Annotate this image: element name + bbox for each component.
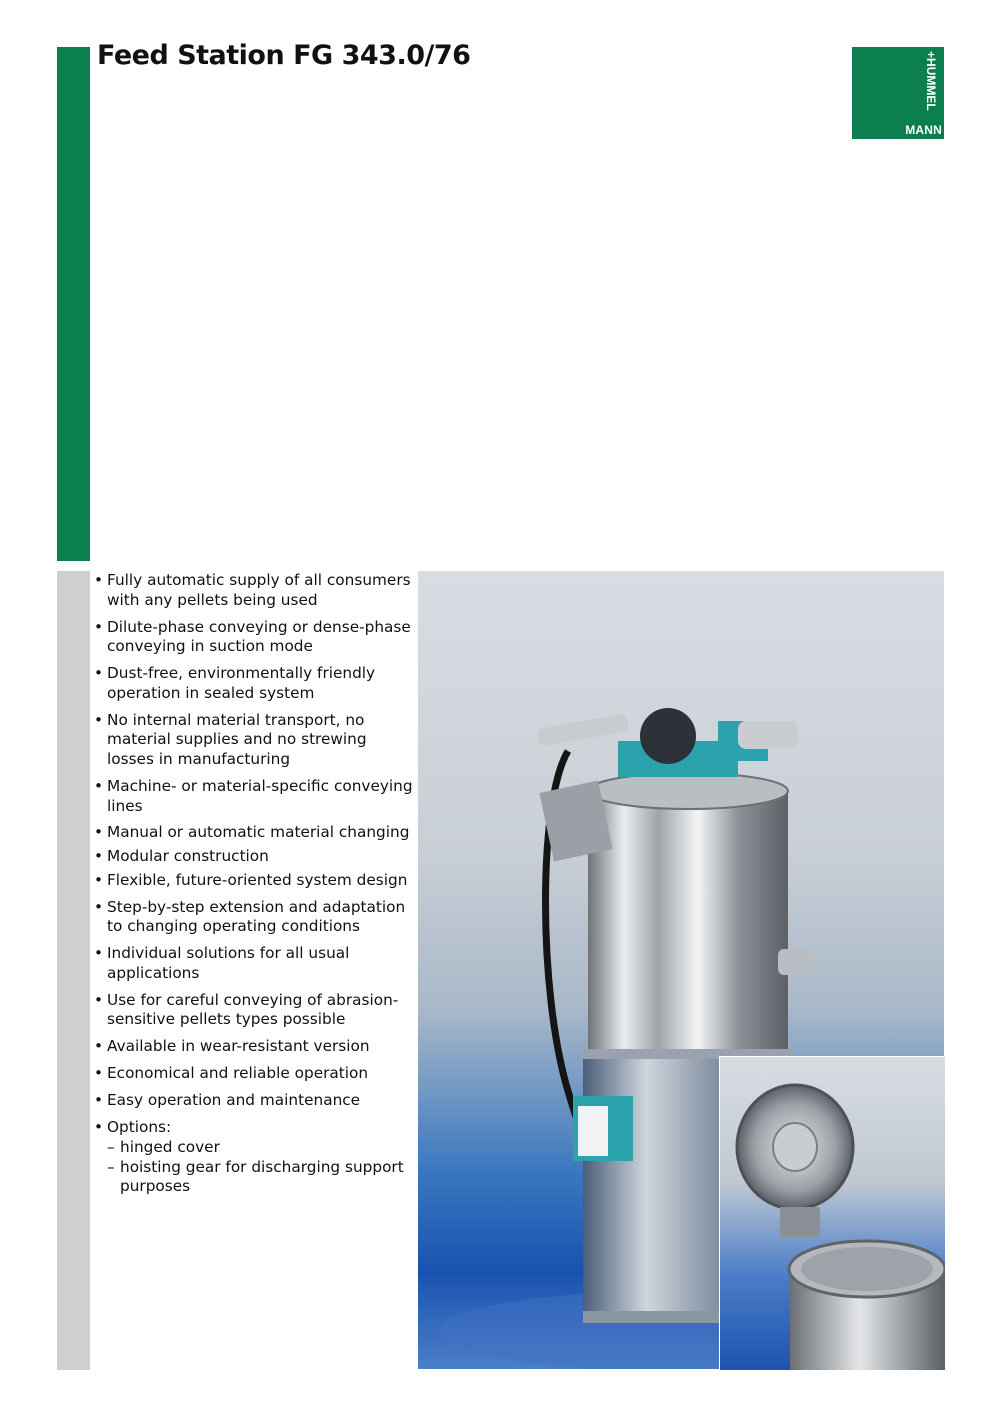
feature-item: • Modular construction <box>94 847 269 866</box>
mann-hummel-logo <box>852 47 944 139</box>
feature-item: • Manual or automatic material changing <box>94 823 410 842</box>
hinged-cover-photo <box>719 1056 945 1370</box>
page-title: Feed Station FG 343.0/76 <box>97 40 471 71</box>
hinged-cover-illustration <box>720 1057 945 1370</box>
feature-item: • Dust-free, environmentally friendly operation in sealed system <box>94 664 376 702</box>
feature-item: • No internal material transport, no material supplies and no strewing losses in manufacturing <box>94 710 367 768</box>
feature-item: • Easy operation and maintenance <box>94 1091 361 1110</box>
options-list <box>107 1138 416 1197</box>
feature-item: • Flexible, future-oriented system design <box>94 870 408 889</box>
option-item: – hinged cover <box>107 1137 220 1156</box>
feature-item: • Dilute-phase conveying or dense-phase conveying in suction mode <box>94 617 411 656</box>
green-side-bar <box>57 47 90 561</box>
option-item: – hoisting gear for discharging support purposes <box>107 1157 404 1196</box>
feature-item: • Use for careful conveying of abrasion-sensitive pellets types possible <box>94 990 399 1029</box>
feature-item: • Economical and reliable operation <box>94 1064 369 1083</box>
feature-item: • Machine- or material-specific conveying lines <box>94 776 413 815</box>
options-item: • Options: – hinged cover – hoisting gear for discharging support purposes <box>94 1118 416 1196</box>
feature-item: • Individual solutions for all usual applications <box>94 944 350 982</box>
feature-item: • Fully automatic supply of all consumers with any pellets being used <box>94 571 411 609</box>
feature-list <box>94 571 416 1204</box>
logo-mann-text: MANN <box>905 123 942 137</box>
feature-item: • Step-by-step extension and adaptation to changing operating conditions <box>94 897 406 936</box>
feature-item: • Available in wear-resistant version <box>94 1037 370 1056</box>
logo-hummel-text: +HUMMEL <box>924 51 938 111</box>
gray-side-bar <box>57 571 90 1370</box>
